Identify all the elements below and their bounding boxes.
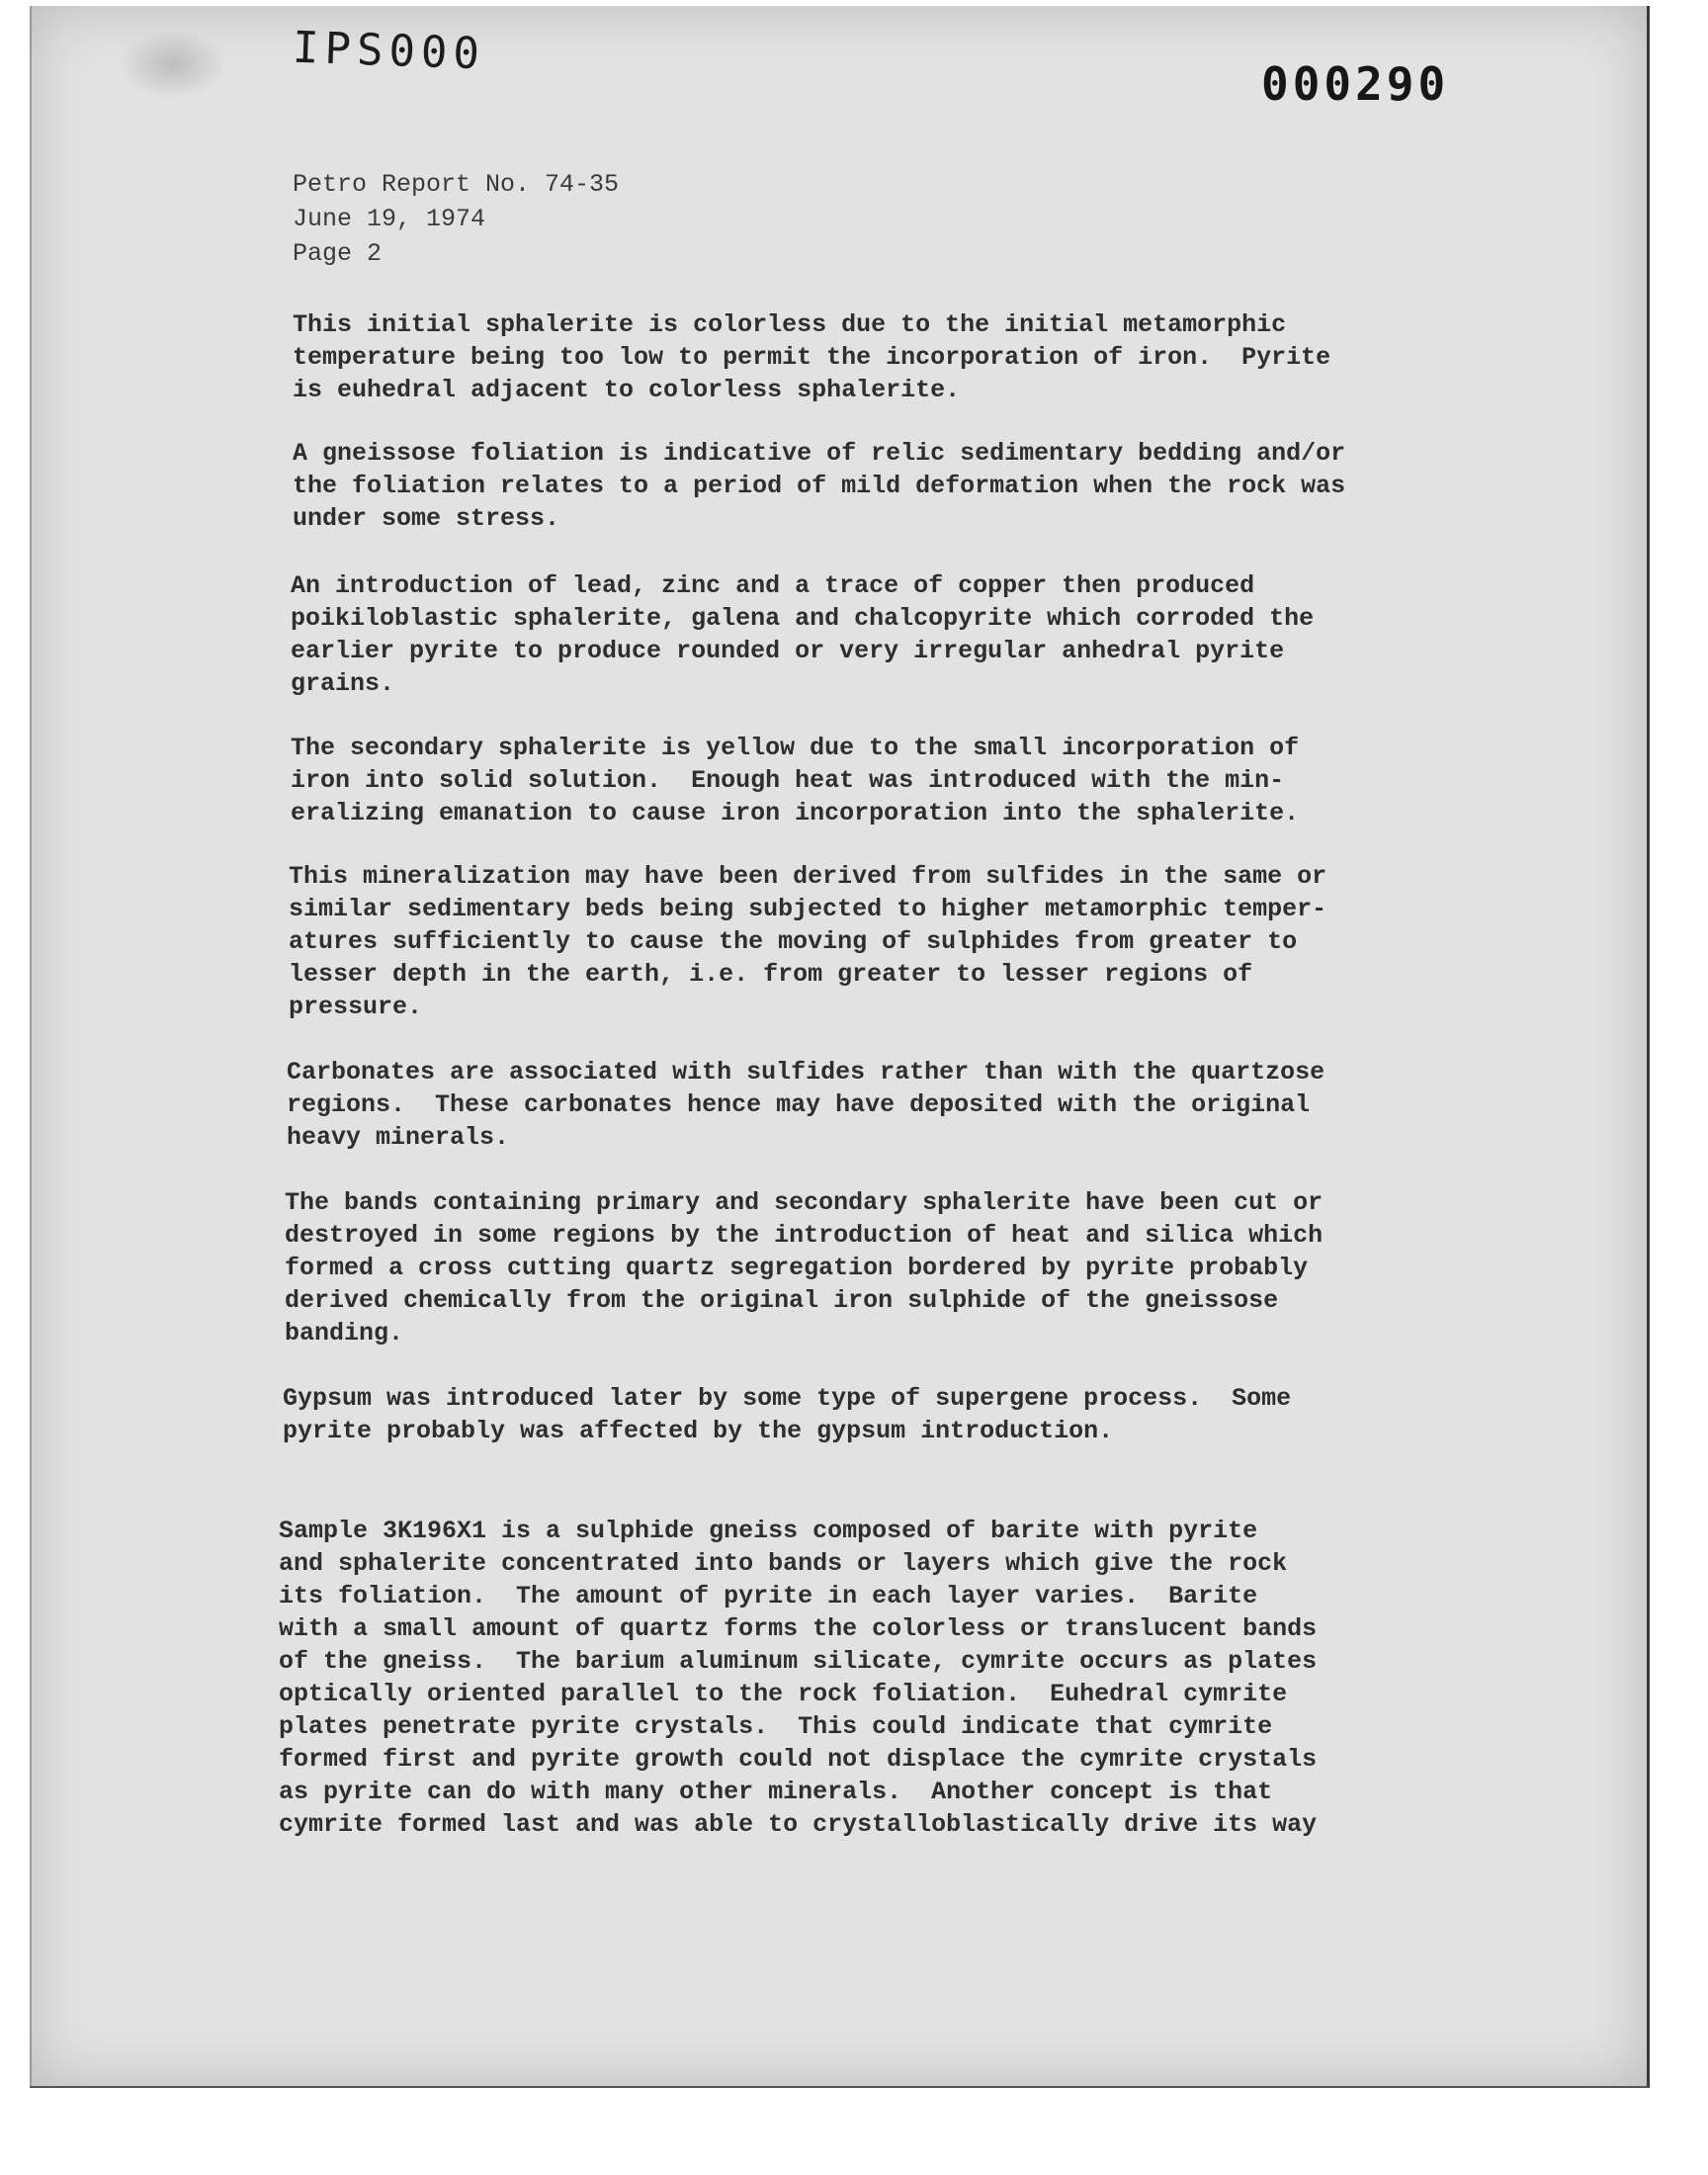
text-line: atures sufficiently to cause the moving of sulphides from greater to: [289, 927, 1298, 956]
text-line: temperature being too low to permit the incorporation of iron. Pyrite: [293, 343, 1331, 372]
text-line: The bands containing primary and secondary sphalerite have been cut or: [285, 1188, 1324, 1217]
text-line: Gypsum was introduced later by some type of supergene process. Some: [283, 1384, 1292, 1413]
paragraph-3: [291, 569, 1314, 700]
text-line: as pyrite can do with many other minerals. Another concept is that: [279, 1778, 1273, 1806]
text-line: Sample 3K196X1 is a sulphide gneiss composed of barite with pyrite: [279, 1517, 1258, 1545]
text-line: heavy minerals.: [287, 1123, 510, 1152]
text-line: grains.: [291, 669, 395, 698]
text-line: plates penetrate pyrite crystals. This could indicate that cymrite: [279, 1712, 1273, 1741]
paragraph-6: [287, 1056, 1324, 1154]
text-line: iron into solid solution. Enough heat was introduced with the min-: [291, 766, 1285, 795]
text-line: similar sedimentary beds being subjected to higher metamorphic temper-: [289, 895, 1327, 923]
text-line: pressure.: [289, 993, 423, 1021]
report-number: Petro Report No. 74-35: [293, 170, 620, 199]
report-date: June 19, 1974: [293, 205, 486, 233]
text-line: poikiloblastic sphalerite, galena and chalcopyrite which corroded the: [291, 604, 1315, 633]
text-line: The secondary sphalerite is yellow due to the small incorporation of: [291, 734, 1300, 762]
text-line: formed a cross cutting quartz segregation bordered by pyrite probably: [285, 1254, 1309, 1282]
scan-margin: [0, 2088, 1708, 2175]
text-line: derived chemically from the original iron sulphide of the gneissose: [285, 1286, 1279, 1315]
text-line: optically oriented parallel to the rock foliation. Euhedral cymrite: [279, 1680, 1288, 1708]
text-line: its foliation. The amount of pyrite in each layer varies. Barite: [279, 1582, 1258, 1610]
paragraph-1: [293, 308, 1330, 406]
text-line: Carbonates are associated with sulfides rather than with the quartzose: [287, 1058, 1325, 1087]
text-line: under some stress.: [293, 504, 560, 533]
text-line: of the gneiss. The barium aluminum silicate, cymrite occurs as plates: [279, 1647, 1318, 1676]
text-line: formed first and pyrite growth could not displace the cymrite crystals: [279, 1745, 1318, 1774]
text-line: is euhedral adjacent to colorless sphalerite.: [293, 376, 961, 404]
text-line: This mineralization may have been derived from sulfides in the same or: [289, 862, 1327, 891]
page-number-stamp: 000290: [1261, 57, 1450, 111]
paragraph-2: [293, 437, 1345, 535]
document-id-stamp: IPS000: [292, 22, 486, 80]
text-line: An introduction of lead, zinc and a trace of copper then produced: [291, 571, 1255, 600]
text-line: cymrite formed last and was able to crystalloblastically drive its way: [279, 1810, 1318, 1839]
text-line: This initial sphalerite is colorless due to the initial metamorphic: [293, 310, 1287, 339]
page-label: Page 2: [293, 239, 383, 268]
text-line: banding.: [285, 1319, 404, 1348]
text-line: lesser depth in the earth, i.e. from greater to lesser regions of: [289, 960, 1253, 989]
paragraph-9: [279, 1515, 1317, 1841]
paragraph-4: [291, 732, 1299, 829]
text-line: the foliation relates to a period of mild deformation when the rock was: [293, 472, 1346, 500]
text-line: destroyed in some regions by the introduction of heat and silica which: [285, 1221, 1324, 1250]
text-line: regions. These carbonates hence may have deposited with the original: [287, 1090, 1311, 1119]
text-line: earlier pyrite to produce rounded or very irregular anhedral pyrite: [291, 637, 1285, 665]
text-line: A gneissose foliation is indicative of relic sedimentary bedding and/or: [293, 439, 1346, 468]
paragraph-8: [283, 1382, 1291, 1447]
text-line: and sphalerite concentrated into bands or layers which give the rock: [279, 1549, 1288, 1578]
text-line: pyrite probably was affected by the gypsum introduction.: [283, 1417, 1114, 1445]
paragraph-7: [285, 1186, 1323, 1349]
paragraph-5: [289, 860, 1326, 1023]
text-line: with a small amount of quartz forms the colorless or translucent bands: [279, 1614, 1318, 1643]
text-line: eralizing emanation to cause iron incorporation into the sphalerite.: [291, 799, 1300, 827]
